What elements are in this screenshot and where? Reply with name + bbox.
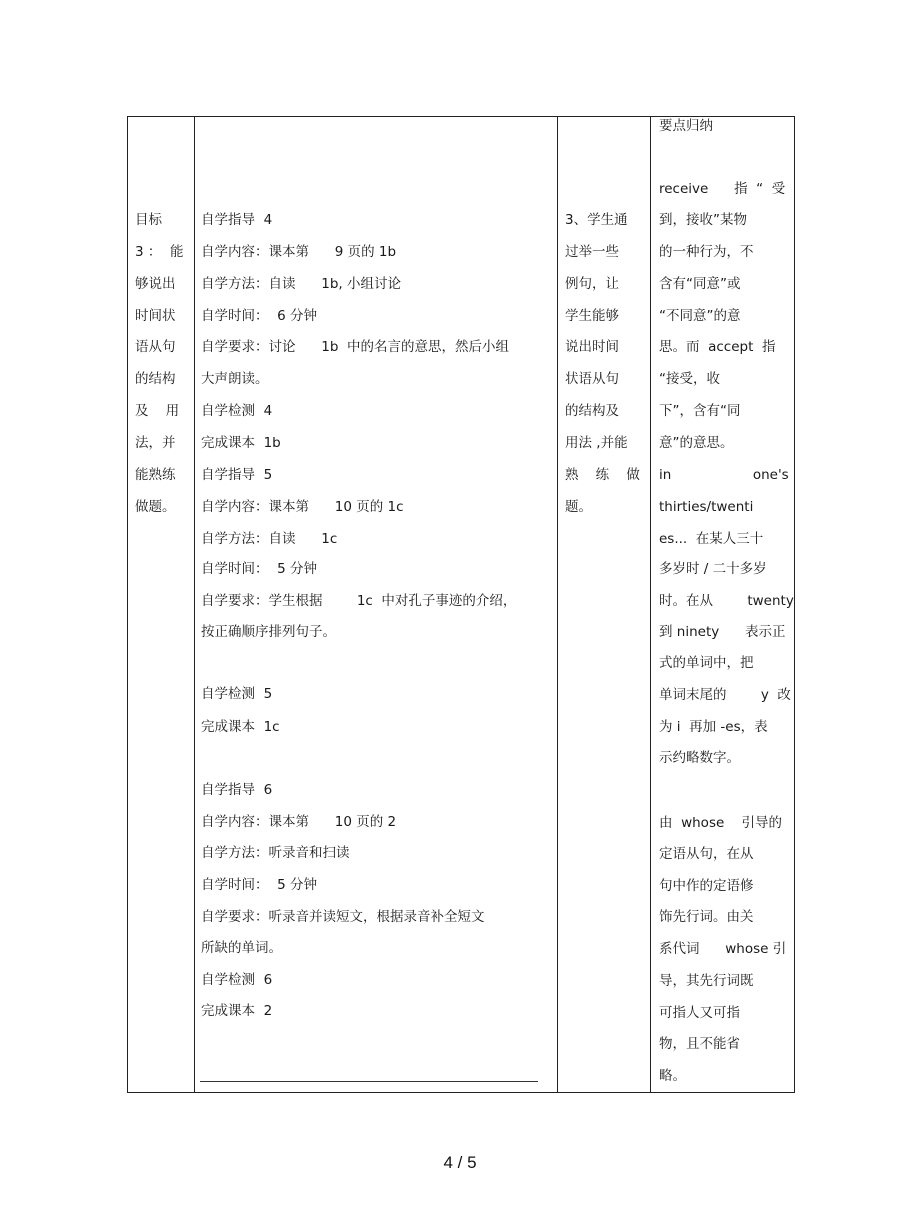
- self-study-line: 自学要求：讨论 1b 中的名言的意思，然后小组: [201, 339, 509, 355]
- key-point-line: 思。而 accept 指: [659, 339, 776, 355]
- self-study-line: 按正确顺序排列句子。: [201, 624, 336, 640]
- self-study-line: 自学方法：自读 1b, 小组讨论: [201, 276, 401, 292]
- key-point-line: 多岁时 / 二十多岁: [659, 561, 767, 577]
- activity-line: 熟 练 做: [565, 467, 640, 483]
- key-point-line: 系代词 whose 引: [659, 941, 787, 957]
- self-study-line: 自学要求：听录音并读短文，根据录音补全短文: [201, 909, 485, 925]
- key-points-title: 要点归纳: [659, 118, 713, 134]
- objective-line: 语从句: [135, 339, 176, 355]
- key-point-line: es... 在某人三十: [659, 531, 764, 547]
- self-study-line: 所缺的单词。: [201, 940, 282, 956]
- self-study-line: 自学时间： 5 分钟: [201, 877, 317, 893]
- self-study-line: 自学时间： 5 分钟: [201, 561, 317, 577]
- self-study-line: 自学检测 4: [201, 403, 273, 419]
- key-point-line: “接受，收: [659, 371, 720, 387]
- blank-fill-line: [200, 1081, 538, 1082]
- lesson-plan-table: [127, 116, 795, 1093]
- key-point-line: 下”，含有“同: [659, 403, 741, 419]
- activity-line: 例句，让: [565, 276, 619, 292]
- activity-line: 状语从句: [565, 371, 619, 387]
- activity-line: 题。: [565, 499, 592, 515]
- self-study-line: 完成课本 2: [201, 1003, 273, 1019]
- objective-line: 目标: [135, 212, 162, 228]
- key-point-line: 式的单词中，把: [659, 655, 754, 671]
- self-study-line: 自学方法：自读 1c: [201, 531, 338, 547]
- objective-line: 法，并: [135, 435, 176, 451]
- objective-line: 3 ： 能: [135, 244, 184, 260]
- key-point-line: 为 i 再加 -es，表: [659, 719, 768, 735]
- activity-line: 说出时间: [565, 339, 619, 355]
- key-point-line: thirties/twenti: [659, 499, 754, 515]
- self-study-line: 自学内容：课本第 10 页的 2: [201, 814, 397, 830]
- key-point-line: “不同意”的意: [659, 308, 741, 324]
- self-study-line: 自学指导 4: [201, 212, 273, 228]
- self-study-line: 自学时间： 6 分钟: [201, 308, 317, 324]
- key-point-line: 意”的意思。: [659, 435, 734, 451]
- activity-line: 学生能够: [565, 308, 619, 324]
- activity-line: 过举一些: [565, 244, 619, 260]
- objective-line: 够说出: [135, 276, 176, 292]
- column-divider: [650, 117, 651, 1092]
- activity-line: 3、学生通: [565, 212, 628, 228]
- page-number: 4 / 5: [443, 1153, 477, 1172]
- column-divider: [194, 117, 195, 1092]
- key-point-line: 导，其先行词既: [659, 973, 754, 989]
- self-study-line: 完成课本 1c: [201, 719, 280, 735]
- self-study-line: 自学内容：课本第 10 页的 1c: [201, 499, 404, 515]
- activity-line: 用法 ,并能: [565, 435, 628, 451]
- self-study-line: 完成课本 1b: [201, 435, 281, 451]
- key-point-line: 略。: [659, 1068, 686, 1084]
- key-point-line: 时。在从 twenty: [659, 593, 794, 609]
- objective-line: 做题。: [135, 499, 176, 515]
- key-point-line: 饰先行词。由关: [659, 909, 754, 925]
- key-point-line: 句中作的定语修: [659, 878, 754, 894]
- self-study-line: 自学检测 6: [201, 972, 273, 988]
- key-point-line: 可指人又可指: [659, 1005, 740, 1021]
- objective-line: 能熟练: [135, 467, 176, 483]
- key-point-line: receive 指 “ 受: [659, 181, 786, 197]
- key-point-line: 物，且不能省: [659, 1036, 740, 1052]
- objective-line: 及 用: [135, 403, 180, 419]
- key-point-line: 示约略数字。: [659, 750, 740, 766]
- self-study-line: 自学检测 5: [201, 686, 273, 702]
- key-point-line: 到，接收”某物: [659, 212, 747, 228]
- self-study-line: 大声朗读。: [201, 371, 269, 387]
- self-study-line: 自学方法：听录音和扫读: [201, 845, 350, 861]
- key-point-line: 单词末尾的 y 改: [659, 687, 791, 703]
- self-study-line: 自学指导 5: [201, 467, 273, 483]
- column-divider: [557, 117, 558, 1092]
- objective-line: 时间状: [135, 308, 176, 324]
- self-study-line: 自学要求：学生根据 1c 中对孔子事迹的介绍，: [201, 593, 517, 609]
- key-point-line: 由 whose 引导的: [659, 815, 782, 831]
- self-study-line: 自学指导 6: [201, 782, 273, 798]
- activity-line: 的结构及: [565, 403, 619, 419]
- key-point-line: 定语从句，在从: [659, 846, 754, 862]
- key-point-line: 的一种行为，不: [659, 244, 754, 260]
- key-point-line: 到 ninety 表示正: [659, 624, 786, 640]
- self-study-line: 自学内容：课本第 9 页的 1b: [201, 244, 397, 260]
- objective-line: 的结构: [135, 371, 176, 387]
- key-point-line: in one's: [659, 467, 789, 483]
- key-point-line: 含有“同意”或: [659, 276, 741, 292]
